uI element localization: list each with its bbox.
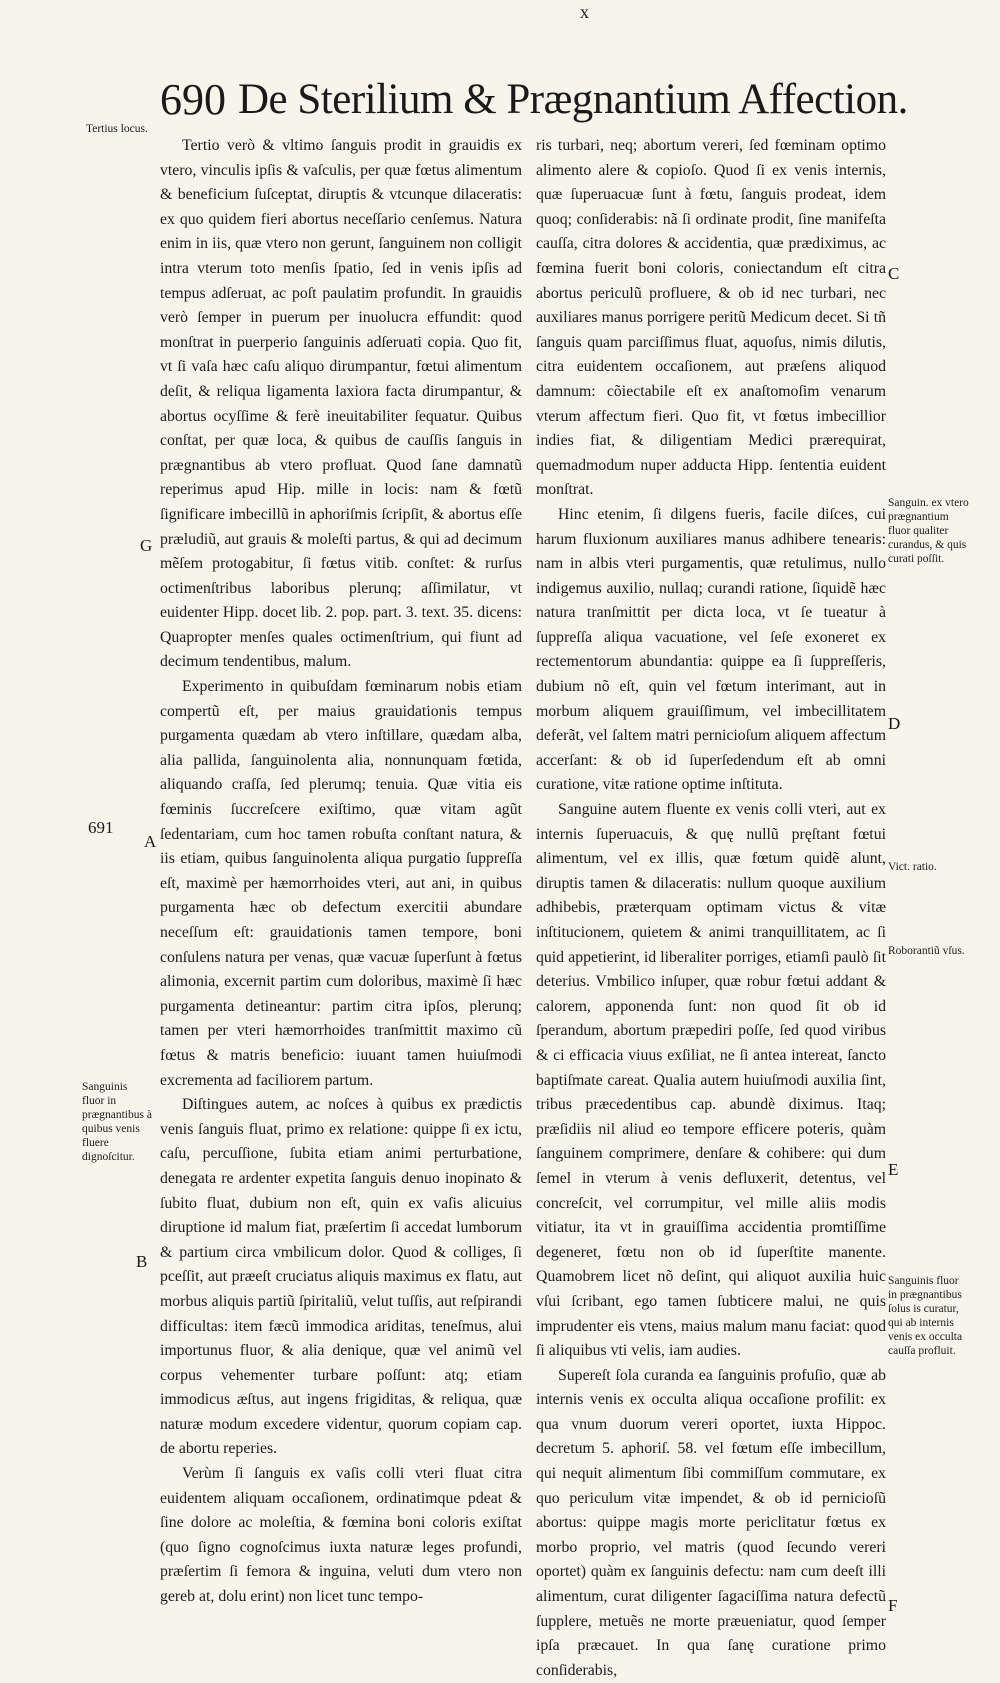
margin-letter-c: C (888, 264, 900, 283)
paragraph: Tertio verò & vltimo ſanguis prodit in grauidis ex vtero, vinculis ipſis & vaſculis, per quæ fœtus alimentum & beneficium ſuſceptat, diruptis & vtcunque dilaceratis: ex quo quidem fieri abortus neceſſario cenſemus. Natura enim in iis, quæ vtero non gerunt, ſanguinem non colligit intra vterum toto menſis ſpatio, ſed in venis ipſis ad tempus adſeruat, ac poſt paulatim profundit. In grauidis verò ſemper in puerum per inuolucra effundit: quod monſtrat in puerperio ſanguinis adſeruati copia. Quo fit, vt ſi vaſa hæc caſu aliquo dirumpantur, fœtui alimentum deſit, & reliqua ligamenta laxiora facta dirumpantur, & abortus ocyſſime & ferè ineuitabiliter ſequatur. Quibus conſtat, per quæ loca, & quibus de cauſſis ſanguis in prægnantibus ab vtero profluat. Quod ſane damnatũ reperimus apud Hip. mille in locis: nam & fœtũ ſignificare imbecillũ in aphoriſmis ſcripſit, & abortus eſſe præludiũ, aut grauis & moleſti partus, & qui ad decimum mẽſem protogabitur, ſi fœtus vitib. conſtet: & rurſus octimenſtribus laboribus plerunq; aſſimilatur, vt euidenter Hipp. docet lib. 2. pop. part. 3. text. 35. dicens: Quapropter menſes quales octimenſtrium, qui fiunt ad decimum tendentibus, malum. (160, 137, 522, 671)
top-mark: x (580, 2, 589, 22)
paragraph: Diſtingues autem, ac noſces à quibus ex prædictis venis ſanguis fluat, primo ex relatione: quippe ſi ex ictu, caſu, percuſſione, ſubita etiam animi perturbatione, denegata re ardenter expetita ſanguis denuo inopinato & ſubito fluat, dubium non eſt, quin ex vaſis alicuius diruptione id malum fiat, præſertim ſi accedat lumborum & partium circa vmbilicum dolor. Quod & colliges, ſi pceſſit, aut præeſt cruciatus aliquis maximus ex flatu, aut morbus aliquis partiũ ſpiritaliũ, velut tuſſis, aut reſpirandi difficultas: item fæcũ immodica ariditas, teneſmus, alui importunus fluor, & alia denique, quæ vel animũ vel corpus vehementer turbare poſſunt: atq; etiam immodicus æſtus, aut ingens frigiditas, & reliqua, quæ naturæ modum excedere videntur, quorum copiam cap. de abortu reperies. (160, 1096, 522, 1458)
margin-letter-d: D (888, 714, 901, 733)
margin-note-sanguinis-fluor-internis: Sanguinis fluor in prægnantibus ſolus is curatur, qui ab internis venis ex occulta cauſſa profluit. (888, 1275, 963, 1357)
paragraph: Sanguine autem fluente ex venis colli vteri, aut ex internis ſuperuacuis, & quę nullũ pręſtant fœtui alimentum, vel ex illis, quæ fœtum quidẽ alunt, diruptis tamen & dilaceratis: nullum quoque auxilium adhibebis, præterquam optimam victus & vitæ inſtitucionem, quietem & animi tranquillitatem, ac ſi quid appetierint, id liberaliter porriges, etiamſi paulò ſit deterius. Vmbilico inſuper, quæ robur fœtui addant & calorem, apponenda ſunt: non quod ſit ob id ſperandum, abortum præpediri poſſe, ſed quod viribus & ci efficacia viuus exſiliat, ne ſi antea intereat, ſancto baptiſmate careat. Qualia autem huiuſmodi auxilia ſint, tribus præcedentibus cap. abundè diximus. Itaq; præſidiis nil aliud eo tempore efficere poteris, quàm ſanguinem comprimere, denſare & cohibere: qui dum ſemel in vterum à venis defluxerit, detentus, vel concreſcit, vel corrumpitur, vel mille aliis modis vitiatur, ita vt in grauiſſima accidentia promtiſſime degeneret, fœtu non ob id ſuperſtite manente. Quamobrem licet nõ deſint, qui aliquot auxilia huic vſui ſcribant, ego tamen ſubticere malui, ne quis imprudenter eis vtens, maius malum manu faciat: quod ſi aliquibus vti velis, iam audies. (536, 801, 886, 1360)
page-header (160, 72, 908, 128)
margin-note-tertius-locus: Tertius locus. (86, 123, 148, 135)
margin-note-roborantium-vsus: Roborantiũ vſus. (888, 945, 965, 957)
page-marker-691: 691 (88, 818, 114, 837)
left-column (160, 134, 522, 1610)
paragraph: ris turbari, neq; abortum vereri, ſed fœminam optimo alimento alere & copioſo. Quod ſi ex venis internis, quæ ſuperuacuæ ſunt à fœtu, ſanguis prodeat, idem quoq; conſiderabis: nã ſi ordinate prodit, ſine manifeſta cauſſa, citra dolores & accidentia, quæ prædiximus, ac fœmina fuerit boni coloris, coniectandum eſt citra abortus periculũ profluere, & ob id nec turbari, nec auxiliares manus porrigere peritũ Medicum decet. Si tñ ſanguis quam parciſſimus fluat, aquoſus, nimis dilutis, citra euidentem occaſionem, aut præſens aliquod damnum: cõiectabile eſt ex anaſtomoſim venarum vterum affectum fieri. Quo fit, vt fœtus imbecillior indies fiat, & diligentiam Medici prærequirat, quemadmodum nuper adducta Hipp. ſententia euident monſtrat. (536, 137, 886, 499)
margin-letter-a: A (144, 832, 157, 851)
page-number: 690 (160, 75, 226, 124)
margin-note-victus-ratio: Vict. ratio. (888, 861, 937, 873)
paragraph: Hinc etenim, ſi dilgens fueris, facile diſces, cui harum fluxionum auxiliares manus adhibere tenearis: nam in albis vteri purgamentis, quæ retulimus, nullo indigemus auxilio, nullaq; curandi ratione, ſiquidẽ hæc natura tranſmittit per dicta loca, vt ſe tueatur à ſuppreſſa aliqua vacuatione, vel ſeſe exoneret ex rectementorum abundantia: quippe ea ſi ſuppreſſeris, dubium nõ eſt, quin vel fœtum interimant, aut in morbum aliquem grauiſſimum, vel imbecillitatem deferãt, vel ſaltem matri pernicioſum aliquem affectum accerſant: & ob id ſuperſedendum eſt ab omni curatione, vitæ ratione optime inſtituta. (536, 505, 886, 794)
paragraph: Verùm ſi ſanguis ex vaſis colli vteri fluat citra euidentem aliquam occaſionem, ordinatimque pdeat & ſine dolore ac moleſtia, & fœmina boni coloris exiſtat (quo ſigno cognoſcimus iuxta naturæ leges profundi, præſertim ſi femora & inguina, veluti dum vtero non gereb at, dolu erint) non licet tunc tempo- (160, 1465, 522, 1606)
margin-letter-g: G (140, 536, 153, 555)
margin-note-sanguinis-fluor: Sanguinis fluor in prægnantibus à quibus venis fluere dignoſcitur. (82, 1081, 152, 1163)
right-column (536, 134, 886, 1683)
margin-note-sanguin-ex-vtero: Sanguin. ex vtero prægnantium fluor qualiter curandus, & quis curati poſſit. (888, 497, 969, 565)
paragraph: Supereſt ſola curanda ea ſanguinis profuſio, quæ ab internis venis ex occulta aliqua occaſione profilit: ex qua vnum duorum vereri oportet, iuxta Hippoc. decretum 5. aphoriſ. 58. vel fœtum eſſe imbecillum, qui nequit alimentum ſibi commiſſum commutare, ex quo periculum vitæ impendet, & ob id pernicioſũ abortus: quippe magis morte periclitatur fœtus ex morbo proprio, vel matris (quod ſecundo vereri oportet) quàm ex ſanguinis defectu: nam cum deeſt illi alimentum, curat diligenter ſagaciſſima natura defectũ ſupplere, metuẽs ne morte præueniatur, quod ſemper ipſa præcauet. In qua ſanę curatione primo conſiderabis, (536, 1366, 886, 1679)
paragraph: Experimento in quibuſdam fœminarum nobis etiam compertũ eſt, per maius grauidationis tempus purgamenta quædam ab vtero inſtillare, quædam alba, alia pallida, ſanguinolenta alia, nonnunquam fœtida, aliquando craſſa, ſed plerumq; tenuia. Quæ vitia eis fœminis ſuccreſcere exiſtimo, quæ vitam agũt ſedentariam, cum hoc tamen robuſta conſtant natura, & iis etiam, quibus ſanguinolenta aliqua purgatio ſuppreſſa eſt, maximè per hæmorrhoides vteri, aut ani, in quibus purgamenta hæc ob defectum exercitii abundare neceſſum eſt: grauidationis tamen tempore, boni conſulens natura per venas, quæ vacuæ ſuperſunt à fœtus alimonia, excernit partim cum doloribus, maximè ſi hæc purgamenta detineantur: partim citra ipſos, plerunq; tamen per vteri hæmorrhoides tranſmittit maximo cũ fœtus & matris beneficio: iuuant tamen huiuſmodi excrementa ad faciliorem partum. (160, 678, 522, 1089)
margin-letter-e: E (888, 1160, 899, 1179)
margin-letter-b: B (136, 1252, 148, 1271)
margin-letter-f: F (888, 1596, 898, 1615)
running-title: De Sterilium & Prægnantium Affection. (238, 76, 908, 123)
